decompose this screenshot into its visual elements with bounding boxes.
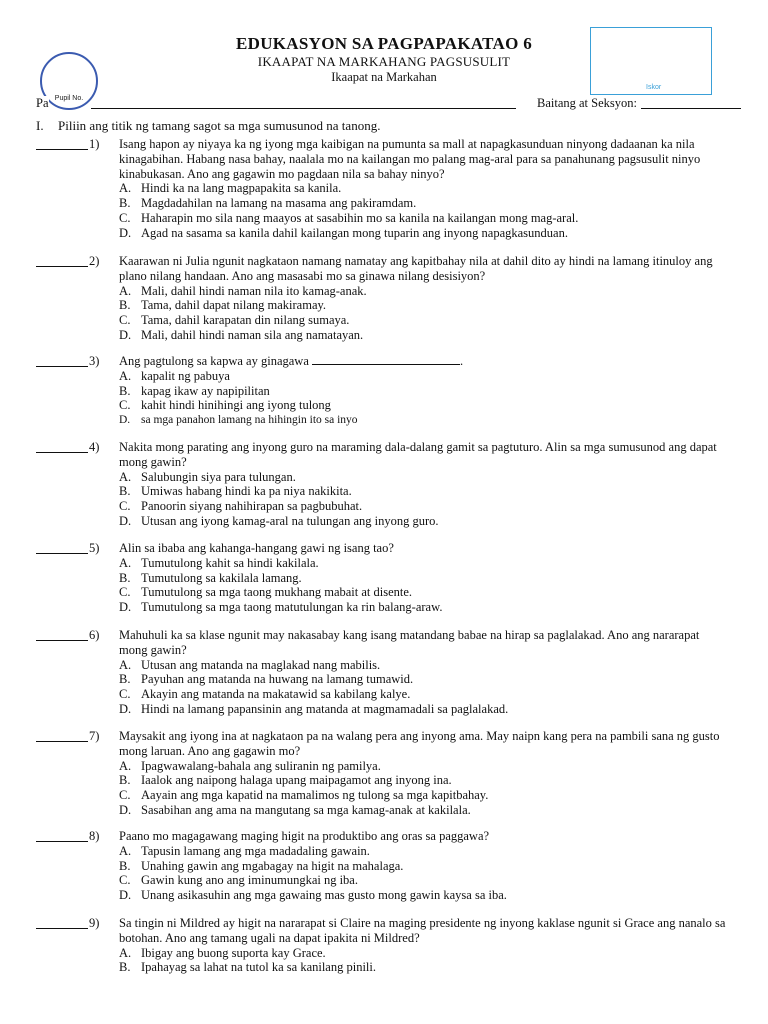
question-stem: [119, 354, 726, 369]
option-text: Tumutulong kahit sa hindi kakilala.: [141, 555, 319, 570]
option-text: Utusan ang iyong kamag-aral na tulungan ang inyong guro.: [141, 513, 439, 528]
answer-blank[interactable]: [36, 366, 88, 367]
option-b: [119, 859, 726, 874]
option-letter: C.: [119, 210, 131, 225]
option-d: [119, 413, 726, 428]
option-text: Unahing gawin ang mgabagay na higit na mahalaga.: [141, 858, 404, 873]
answer-blank[interactable]: [36, 640, 88, 641]
option-text: Tumutulong sa mga taong matutulungan ka rin balang-araw.: [141, 600, 443, 615]
option-text: Tumutulong sa kakilala lamang.: [141, 570, 302, 585]
option-letter: C.: [119, 788, 131, 803]
option-d: [119, 803, 726, 818]
option-b: [119, 571, 726, 586]
seal-label: Pupil No.: [54, 95, 84, 102]
option-letter: B.: [119, 858, 131, 873]
name-field[interactable]: [91, 108, 516, 109]
question-stem: Isang hapon ay niyaya ka ng iyong mga kaibigan na pumunta sa mall at napagkasunduan ninyong dadaanan ka nila kinagabihan. Habang nasa bahay, naalala mo na kailangan mo palang mag-aral para sa panahunang pagsusulit ninyo kinabukasan. Ano ang gagawin mo pagdaan nila sa bahay ninyo?: [119, 137, 701, 181]
answer-blank[interactable]: [36, 553, 88, 554]
option-text: Agad na sasama sa kanila dahil kailangan mong tuparin ang inyong napagkasunduan.: [141, 225, 568, 240]
question-stem: Paano mo magagawang maging higit na produktibo ang oras sa paggawa?: [119, 829, 490, 843]
question-2: [36, 254, 726, 343]
answer-blank[interactable]: [36, 928, 88, 929]
option-c: [119, 585, 726, 600]
option-a: [119, 759, 726, 774]
question-stem: Alin sa ibaba ang kahanga-hangang gawi ng isang tao?: [119, 541, 394, 555]
option-letter: A.: [119, 843, 132, 858]
option-text: kahit hindi hinihingi ang iyong tulong: [141, 398, 331, 413]
option-c: [119, 873, 726, 888]
section-field[interactable]: [641, 108, 741, 109]
option-text: Umiwas habang hindi ka pa niya nakikita.: [141, 484, 352, 499]
question-number: 6): [89, 628, 100, 642]
fill-in-blank[interactable]: [312, 354, 460, 365]
answer-blank[interactable]: [36, 841, 88, 842]
option-d: [119, 888, 726, 903]
option-letter: A.: [119, 469, 132, 484]
option-letter: D.: [119, 414, 131, 427]
answer-blank[interactable]: [36, 452, 88, 453]
option-text: Iaalok ang naipong halaga upang maipagamot ang inyong ina.: [141, 773, 452, 788]
option-text: Panoorin siyang nahihirapan sa pagbubuhat.: [141, 499, 363, 514]
stem-text: Ang pagtulong sa kapwa ay ginagawa: [119, 354, 309, 368]
option-letter: A.: [119, 368, 132, 383]
question-8: [36, 829, 726, 903]
option-letter: A.: [119, 283, 132, 298]
option-letter: B.: [119, 570, 131, 585]
option-a: [119, 946, 726, 961]
option-letter: C.: [119, 873, 131, 888]
option-text: kapalit ng pabuya: [141, 368, 230, 383]
question-stem: Mahuhuli ka sa klase ngunit may nakasabay kang isang matandang babae na hirap sa paglalakad. Ano ang nararapat mong gawin?: [119, 628, 700, 657]
option-letter: C.: [119, 687, 131, 702]
option-a: [119, 181, 726, 196]
option-c: [119, 788, 726, 803]
option-text: Salubungin siya para tulungan.: [141, 469, 296, 484]
exam-title: EDUKASYON SA PAGPAPAKATAO 6: [235, 34, 532, 53]
answer-blank[interactable]: [36, 266, 88, 267]
option-letter: B.: [119, 773, 131, 788]
option-b: [119, 298, 726, 313]
option-a: [119, 844, 726, 859]
question-number: 1): [89, 137, 100, 151]
option-letter: D.: [119, 327, 132, 342]
name-section-row: [36, 96, 716, 112]
option-text: Haharapin mo sila nang maayos at sasabihin mo sa kanila na kailangan mong mag-aral.: [141, 210, 579, 225]
question-number: 9): [89, 916, 100, 930]
option-text: Aayain ang mga kapatid na mamalimos ng tulong sa mga kapitbahay.: [141, 788, 489, 803]
option-letter: B.: [119, 484, 131, 499]
option-letter: C.: [119, 499, 131, 514]
option-text: Hindi na lamang papansinin ang matanda at magmamadali sa paglalakad.: [141, 701, 509, 716]
option-c: [119, 313, 726, 328]
score-box[interactable]: [590, 27, 712, 95]
question-number: 8): [89, 829, 100, 843]
option-d: [119, 328, 726, 343]
option-c: [119, 211, 726, 226]
question-number: 7): [89, 729, 100, 743]
option-d: [119, 600, 726, 615]
option-text: Ibigay ang buong suporta kay Grace.: [141, 945, 326, 960]
option-letter: A.: [119, 555, 132, 570]
question-9: [36, 916, 726, 975]
option-text: kapag ikaw ay napipilitan: [141, 383, 270, 398]
option-text: Tama, dahil karapatan din nilang sumaya.: [141, 313, 350, 328]
option-c: [119, 687, 726, 702]
option-letter: D.: [119, 600, 132, 615]
option-c: [119, 398, 726, 413]
option-letter: A.: [119, 657, 132, 672]
question-7: [36, 729, 726, 818]
option-text: Utusan ang matanda na maglakad nang mabilis.: [141, 657, 381, 672]
option-letter: D.: [119, 701, 132, 716]
option-text: Gawin kung ano ang iminumungkai ng iba.: [141, 873, 358, 888]
option-text: Ipahayag sa lahat na tutol ka sa kanilang pinili.: [141, 960, 376, 975]
question-number: 3): [89, 354, 100, 368]
option-letter: C.: [119, 398, 131, 413]
question-stem: Kaarawan ni Julia ngunit nagkataon namang namatay ang kapitbahay nila at dahil dito ay hindi na lamang itinuloy ang plano nilang handaan. Ano ang masasabi mo sa ginawa nilang desisiyon?: [119, 254, 713, 283]
option-b: [119, 384, 726, 399]
answer-blank[interactable]: [36, 741, 88, 742]
option-d: [119, 226, 726, 241]
option-text: Hindi ka na lang magpapakita sa kanila.: [141, 181, 342, 196]
option-letter: D.: [119, 802, 132, 817]
option-letter: D.: [119, 513, 132, 528]
option-letter: C.: [119, 313, 131, 328]
option-text: Tumutulong sa mga taong mukhang mabait at disente.: [141, 585, 413, 600]
question-4: [36, 440, 726, 529]
question-stem: Maysakit ang iyong ina at nagkataon pa na walang pera ang inyong ama. May naipn kang pera na pambili sana ng gusto mong laruan. Ano ang gagawin mo?: [119, 729, 720, 758]
name-label: Pa: [36, 96, 49, 110]
option-letter: B.: [119, 960, 131, 975]
question-3: [36, 354, 726, 428]
question-6: [36, 628, 726, 717]
answer-blank[interactable]: [36, 149, 88, 150]
option-letter: B.: [119, 298, 131, 313]
exam-subtitle: IKAAPAT NA MARKAHANG PAGSUSULIT: [257, 54, 511, 69]
question-1: [36, 137, 726, 241]
option-text: sa mga panahon lamang na hihingin ito sa inyo: [141, 414, 358, 427]
option-text: Mali, dahil hindi naman sila ang namatayan.: [141, 327, 364, 342]
question-stem: Nakita mong parating ang inyong guro na maraming dala-dalang gamit sa pagtuturo. Alin sa mga sumusunod ang dapat mong gawin?: [119, 440, 717, 469]
option-letter: C.: [119, 585, 131, 600]
question-stem: Sa tingin ni Mildred ay higit na nararapat si Claire na maging presidente ng inyong kaklase ngunit si Grace ang nanalo sa botohan. Ano ang tamang ugali na dapat ipakita ni Mildred?: [119, 916, 726, 945]
option-text: Tapusin lamang ang mga madadaling gawain.: [141, 843, 370, 858]
option-text: Ipagwawalang-bahala ang suliranin ng pamilya.: [141, 758, 381, 773]
option-b: [119, 960, 726, 975]
option-letter: B.: [119, 196, 131, 211]
instructions-text: Piliin ang titik ng tamang sagot sa mga sumusunod na tanong.: [58, 118, 381, 133]
option-d: [119, 514, 726, 529]
section-label: Baitang at Seksyon:: [537, 96, 637, 110]
stem-end: .: [460, 354, 464, 368]
option-a: [119, 470, 726, 485]
option-text: Unang asikasuhin ang mga gawaing mas gusto mong gawin kaysa sa iba.: [141, 888, 507, 903]
instructions: [36, 118, 380, 134]
question-5: [36, 541, 726, 615]
option-a: [119, 556, 726, 571]
question-number: 2): [89, 254, 100, 268]
option-text: Magdadahilan na lamang na masama ang pakiramdam.: [141, 196, 417, 211]
option-text: Tama, dahil dapat nilang makiramay.: [141, 298, 327, 313]
option-b: [119, 484, 726, 499]
option-letter: B.: [119, 383, 131, 398]
option-text: Sasabihan ang ama na mangutang sa mga kamag-anak at kakilala.: [141, 802, 471, 817]
option-d: [119, 702, 726, 717]
option-text: Payuhan ang matanda na huwang na lamang tumawid.: [141, 672, 414, 687]
option-text: Akayin ang matanda na makatawid sa kabilang kalye.: [141, 687, 411, 702]
instructions-number: I.: [36, 118, 44, 133]
option-letter: D.: [119, 225, 132, 240]
option-c: [119, 499, 726, 514]
option-b: [119, 196, 726, 211]
option-letter: A.: [119, 945, 132, 960]
option-letter: A.: [119, 758, 132, 773]
exam-quarter: Ikaapat na Markahan: [331, 70, 437, 84]
option-b: [119, 773, 726, 788]
option-b: [119, 672, 726, 687]
option-a: [119, 658, 726, 673]
option-letter: D.: [119, 888, 132, 903]
question-number: 5): [89, 541, 100, 555]
score-label: Iskor: [646, 84, 662, 91]
option-text: Mali, dahil hindi naman nila ito kamag-anak.: [141, 283, 367, 298]
option-a: [119, 284, 726, 299]
option-letter: B.: [119, 672, 131, 687]
option-letter: A.: [119, 181, 132, 196]
option-a: [119, 369, 726, 384]
question-number: 4): [89, 440, 100, 454]
